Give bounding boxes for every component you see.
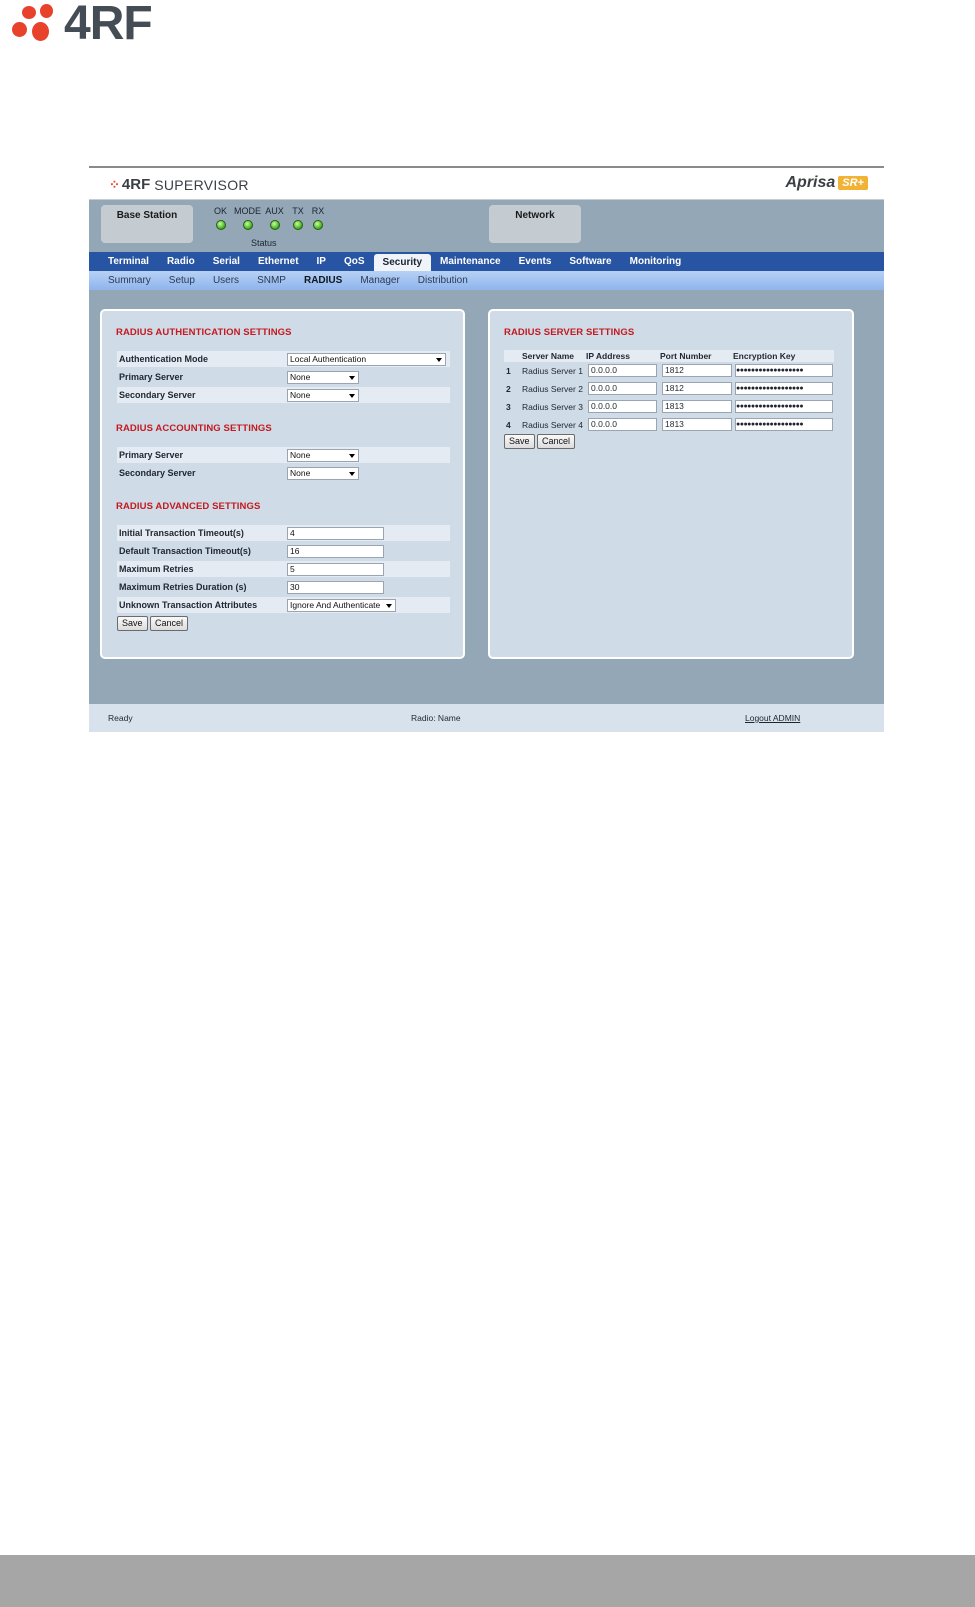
max-retries-label: Maximum Retries <box>119 564 194 574</box>
led-aux <box>261 206 288 230</box>
nav-monitoring[interactable]: Monitoring <box>629 256 682 267</box>
server-num: 2 <box>506 384 511 394</box>
table-row <box>504 381 834 397</box>
initial-timeout-row <box>117 525 450 541</box>
col-server-name: Server Name <box>522 351 574 361</box>
auth-mode-select[interactable] <box>287 353 446 366</box>
unknown-attributes-value: Ignore And Authenticate <box>290 599 381 610</box>
initial-timeout-input[interactable]: 4 <box>287 527 384 540</box>
led-green-icon <box>293 220 303 230</box>
auth-mode-row <box>117 351 450 367</box>
auth-secondary-value: None <box>290 389 311 400</box>
auth-secondary-label: Secondary Server <box>119 390 196 400</box>
server-num: 1 <box>506 366 511 376</box>
subnav-radius[interactable]: RADIUS <box>303 275 343 286</box>
server-port-input[interactable]: 1813 <box>662 418 732 431</box>
product-badge: SR+ <box>838 176 868 190</box>
server-key-input[interactable]: ●●●●●●●●●●●●●●●●●● <box>735 382 833 395</box>
supervisor-logo-suffix: SUPERVISOR <box>154 176 249 193</box>
subnav-distribution[interactable]: Distribution <box>417 275 468 286</box>
nav-qos[interactable]: QoS <box>343 256 365 267</box>
led-mode <box>234 206 261 230</box>
server-num: 4 <box>506 420 511 430</box>
server-name: Radius Server 1 <box>522 366 583 376</box>
col-ip-address: IP Address <box>586 351 630 361</box>
acct-secondary-value: None <box>290 467 311 478</box>
server-table-header <box>504 350 834 362</box>
table-row <box>504 399 834 415</box>
dropdown-arrow-icon <box>386 604 392 608</box>
supervisor-logo <box>109 176 249 193</box>
server-port-input[interactable]: 1812 <box>662 364 732 377</box>
server-name: Radius Server 2 <box>522 384 583 394</box>
default-timeout-label: Default Transaction Timeout(s) <box>119 546 251 556</box>
server-ip-input[interactable]: 0.0.0.0 <box>588 418 657 431</box>
server-key-input[interactable]: ●●●●●●●●●●●●●●●●●● <box>735 364 833 377</box>
supervisor-window <box>89 166 884 732</box>
acct-primary-select[interactable] <box>287 449 359 462</box>
network-box[interactable]: Network <box>489 205 581 243</box>
subnav-setup[interactable]: Setup <box>168 275 195 286</box>
status-bar <box>89 200 884 252</box>
unknown-attributes-label: Unknown Transaction Attributes <box>119 600 258 610</box>
advanced-section-title: RADIUS ADVANCED SETTINGS <box>116 501 261 512</box>
logo-dots-icon <box>10 2 58 46</box>
table-row <box>504 417 834 433</box>
dropdown-arrow-icon <box>349 376 355 380</box>
auth-mode-value: Local Authentication <box>290 353 367 364</box>
auth-primary-label: Primary Server <box>119 372 184 382</box>
led-label: MODE <box>234 206 261 216</box>
max-retries-duration-input[interactable]: 30 <box>287 581 384 594</box>
document-logo-text: 4RF <box>64 0 152 50</box>
nav-maintenance[interactable]: Maintenance <box>440 256 501 267</box>
max-retries-duration-row <box>117 579 450 595</box>
unknown-attributes-row <box>117 597 450 613</box>
server-ip-input[interactable]: 0.0.0.0 <box>588 400 657 413</box>
col-port-number: Port Number <box>660 351 712 361</box>
max-retries-duration-label: Maximum Retries Duration (s) <box>119 582 247 592</box>
nav-serial[interactable]: Serial <box>212 256 240 267</box>
subnav-summary[interactable]: Summary <box>108 275 151 286</box>
dropdown-arrow-icon <box>436 358 442 362</box>
default-timeout-input[interactable]: 16 <box>287 545 384 558</box>
nav-terminal[interactable]: Terminal <box>108 256 149 267</box>
acct-primary-label: Primary Server <box>119 450 184 460</box>
acct-secondary-label: Secondary Server <box>119 468 196 478</box>
led-green-icon <box>216 220 226 230</box>
status-caption: Status <box>251 238 277 248</box>
auth-primary-value: None <box>290 371 311 382</box>
server-port-input[interactable]: 1812 <box>662 382 732 395</box>
document-footer-band <box>0 1555 975 1607</box>
subnav-users[interactable]: Users <box>212 275 240 286</box>
sub-nav <box>89 271 884 290</box>
app-footer <box>89 704 884 732</box>
initial-timeout-label: Initial Transaction Timeout(s) <box>119 528 244 538</box>
dropdown-arrow-icon <box>349 394 355 398</box>
acct-section-title: RADIUS ACCOUNTING SETTINGS <box>116 423 272 434</box>
server-num: 3 <box>506 402 511 412</box>
subnav-snmp[interactable]: SNMP <box>257 275 286 286</box>
server-ip-input[interactable]: 0.0.0.0 <box>588 364 657 377</box>
server-key-input[interactable]: ●●●●●●●●●●●●●●●●●● <box>735 400 833 413</box>
led-label: AUX <box>265 206 284 216</box>
logout-link[interactable]: Logout ADMIN <box>745 713 801 723</box>
status-text: Ready <box>108 713 133 723</box>
led-label: OK <box>213 206 227 216</box>
unknown-attributes-select[interactable] <box>287 599 396 612</box>
auth-section-title: RADIUS AUTHENTICATION SETTINGS <box>116 327 292 338</box>
server-name: Radius Server 4 <box>522 420 583 430</box>
nav-security[interactable]: Security <box>374 254 431 271</box>
table-row <box>504 363 834 379</box>
app-header <box>89 168 884 200</box>
radius-server-panel <box>488 309 854 659</box>
product-logo <box>785 174 868 192</box>
save-button[interactable]: Save <box>117 616 148 631</box>
acct-primary-value: None <box>290 449 311 460</box>
supervisor-logo-brand: 4RF <box>121 176 151 193</box>
nav-software[interactable]: Software <box>569 256 612 267</box>
led-label: RX <box>311 206 325 216</box>
server-port-input[interactable]: 1813 <box>662 400 732 413</box>
nav-ip[interactable]: IP <box>316 256 326 267</box>
led-label: TX <box>292 206 304 216</box>
radius-settings-panel <box>100 309 465 659</box>
max-retries-input[interactable]: 5 <box>287 563 384 576</box>
server-ip-input[interactable]: 0.0.0.0 <box>588 382 657 395</box>
product-name: Aprisa <box>785 174 836 191</box>
cancel-button[interactable]: Cancel <box>150 616 188 631</box>
acct-secondary-select[interactable] <box>287 467 359 480</box>
auth-primary-row <box>117 369 450 385</box>
server-section-title: RADIUS SERVER SETTINGS <box>504 327 635 338</box>
subnav-manager[interactable]: Manager <box>360 275 400 286</box>
nav-events[interactable]: Events <box>518 256 552 267</box>
led-tx <box>288 206 308 230</box>
default-timeout-row <box>117 543 450 559</box>
server-key-input[interactable]: ●●●●●●●●●●●●●●●●●● <box>735 418 833 431</box>
led-green-icon <box>243 220 253 230</box>
base-station-box[interactable]: Base Station <box>101 205 193 243</box>
radio-name: Radio: Name <box>411 713 461 723</box>
dropdown-arrow-icon <box>349 454 355 458</box>
auth-secondary-select[interactable] <box>287 389 359 402</box>
auth-primary-select[interactable] <box>287 371 359 384</box>
status-leds <box>207 206 328 230</box>
max-retries-row <box>117 561 450 577</box>
acct-primary-row <box>117 447 450 463</box>
col-encryption-key: Encryption Key <box>733 351 796 361</box>
acct-secondary-row <box>117 465 450 481</box>
nav-ethernet[interactable]: Ethernet <box>257 256 299 267</box>
server-name: Radius Server 3 <box>522 402 583 412</box>
nav-radio[interactable]: Radio <box>166 256 195 267</box>
led-rx <box>308 206 328 230</box>
led-green-icon <box>313 220 323 230</box>
document-logo <box>10 0 152 50</box>
dropdown-arrow-icon <box>349 472 355 476</box>
server-save-button[interactable]: Save <box>504 434 535 449</box>
auth-secondary-row <box>117 387 450 403</box>
led-green-icon <box>270 220 280 230</box>
main-nav <box>89 252 884 271</box>
auth-mode-label: Authentication Mode <box>119 354 208 364</box>
server-cancel-button[interactable]: Cancel <box>537 434 575 449</box>
led-ok <box>207 206 234 230</box>
mini-logo-icon: ⁘ <box>109 176 120 192</box>
